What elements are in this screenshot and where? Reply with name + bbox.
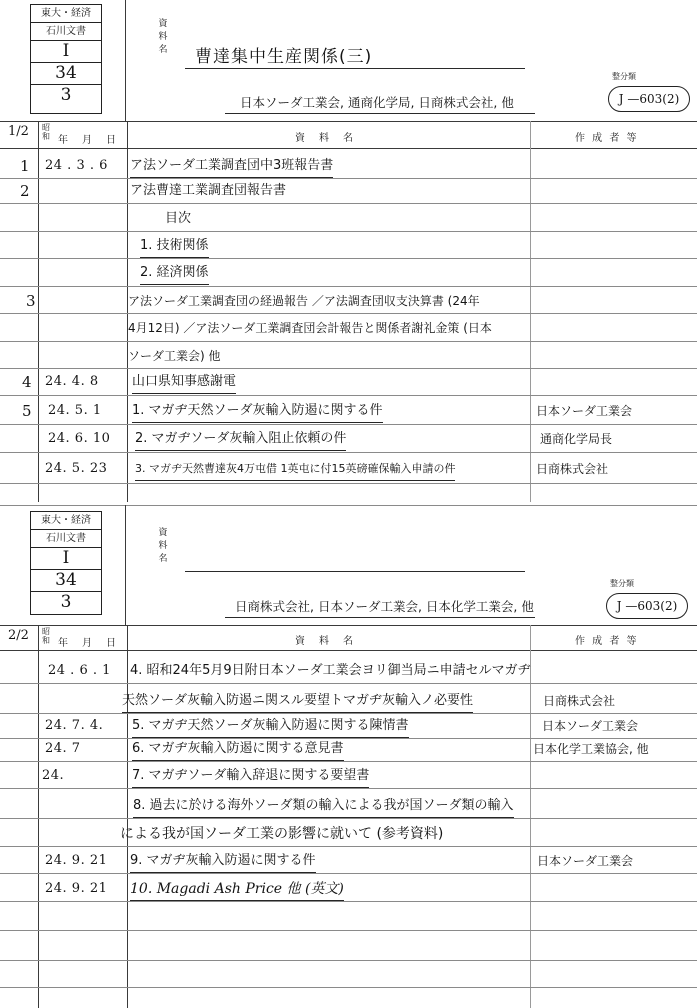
archive-org: 東大・経済: [31, 512, 101, 530]
column-rule: [125, 505, 126, 625]
archive-collection: 石川文書: [31, 23, 101, 41]
header-top-rule: [0, 625, 697, 626]
table-row: [0, 209, 697, 231]
row-rule: [0, 930, 697, 931]
title-underline: [185, 68, 525, 69]
row-rule: [0, 341, 697, 342]
item-title: 4. 昭和24年5月9日附日本ソーダ工業会ヨリ御当局ニ申請セルマガヂ: [130, 663, 531, 678]
row-rule: [0, 987, 697, 988]
item-title: 10. Magadi Ash Price 他 (英文): [130, 879, 344, 901]
item-date: 24. 7: [45, 741, 81, 756]
era-char: 昭: [42, 627, 50, 636]
item-date: 24. 5. 23: [45, 461, 108, 476]
catalog-card-1: [0, 0, 697, 502]
item-title: による我が国ソーダ工業の影響に就いて (参考資料): [120, 826, 444, 842]
header-material-name: 資 料 名: [295, 636, 355, 647]
header-author: 作 成 者 等: [575, 636, 639, 647]
item-title: 目次: [165, 211, 192, 226]
item-author: 日本ソーダ工業会: [536, 404, 633, 418]
classification-label: 整分類: [610, 579, 634, 588]
table-row: [0, 766, 697, 788]
row-rule: [0, 683, 697, 684]
archive-item: 3: [60, 85, 72, 105]
item-title: 天然ソーダ灰輸入防遏ニ関スル要望トマガヂ灰輸入ノ必要性: [122, 691, 473, 713]
title-underline: [185, 571, 525, 572]
item-date: 24 . 6 . 1: [48, 663, 111, 678]
material-name-label: [157, 527, 169, 566]
item-number: 3: [26, 292, 36, 310]
table-row: [0, 346, 697, 368]
item-title: 8. 過去に於ける海外ソーダ類の輸入による我が国ソーダ類の輸入: [133, 796, 514, 818]
archive-series: I: [31, 548, 101, 570]
archive-collection: 石川文書: [31, 530, 101, 548]
item-title: 5. マガヂ天然ソーダ灰輸入防遏に関する陳情書: [132, 716, 409, 738]
item-author: 日商株式会社: [543, 694, 616, 708]
item-date: 24. 4. 8: [45, 374, 99, 389]
era-char: 昭: [42, 123, 50, 132]
page-number: 1/2: [8, 124, 29, 139]
table-row: [0, 263, 697, 285]
archive-series: I: [31, 41, 101, 63]
table-row: [0, 716, 697, 738]
row-rule: [0, 873, 697, 874]
item-title: 2. マガヂソーダ灰輸入阻止依頼の件: [135, 429, 346, 451]
archive-volume: 34: [31, 63, 101, 85]
item-number: 4: [22, 373, 32, 391]
era-char: 和: [42, 132, 50, 141]
row-rule: [0, 761, 697, 762]
header-bottom-rule: [0, 148, 697, 149]
item-date: 24. 9. 21: [45, 881, 108, 896]
table-row: [0, 156, 697, 178]
header-date: 年 月 日: [58, 135, 118, 146]
classification-code: J —603(2): [606, 593, 688, 619]
classification-label: 整分類: [612, 72, 636, 81]
table-row: [0, 429, 697, 451]
table-row: [0, 691, 697, 713]
item-title: ソーダ工業会) 他: [128, 349, 221, 363]
item-author: 日商株式会社: [536, 462, 609, 476]
label-char: 資: [158, 528, 168, 538]
item-date: 24. 6. 10: [48, 431, 111, 446]
row-rule: [0, 901, 697, 902]
row-rule: [0, 231, 697, 232]
item-author: 通商化学局長: [540, 432, 613, 446]
table-row: [0, 459, 697, 481]
item-date: 24 . 3 . 6: [45, 158, 108, 173]
card-separator: [0, 505, 697, 506]
item-author: 日本化学工業協会, 他: [533, 742, 649, 756]
classification-code: J —603(2): [608, 86, 690, 112]
authors-underline: [225, 617, 535, 618]
item-number: 1: [20, 157, 30, 175]
row-rule: [0, 286, 697, 287]
item-title: 4月12日) ／ア法ソーダ工業調査団会計報告と関係者謝礼金策 (日本: [128, 321, 492, 335]
archive-item: 3: [60, 592, 72, 612]
row-rule: [0, 203, 697, 204]
item-number: 2: [20, 182, 30, 200]
item-author: 日本ソーダ工業会: [537, 854, 634, 868]
item-date: 24.: [42, 768, 65, 783]
table-row: [0, 851, 697, 873]
era-label: [41, 627, 51, 645]
table-row: [0, 181, 697, 203]
collection-title: 曹達集中生産関係(三): [195, 47, 373, 67]
header-author: 作 成 者 等: [575, 133, 639, 144]
row-rule: [0, 258, 697, 259]
table-row: [0, 401, 697, 423]
item-date: 24. 5. 1: [48, 403, 102, 418]
archive-id-box: [30, 4, 102, 114]
label-char: 名: [158, 45, 168, 55]
collection-authors: 日本ソーダ工業会, 通商化学局, 日商株式会社, 他: [240, 95, 514, 110]
table-row: [0, 739, 697, 761]
label-char: 名: [158, 554, 168, 564]
label-char: 資: [158, 19, 168, 29]
label-char: 料: [158, 541, 168, 551]
table-row: [0, 824, 697, 846]
authors-underline: [225, 113, 535, 114]
table-row: [0, 661, 697, 683]
item-date: 24. 9. 21: [45, 853, 108, 868]
table-row: [0, 796, 697, 818]
era-label: [41, 123, 51, 141]
table-row: [0, 291, 697, 313]
header-top-rule: [0, 121, 697, 122]
item-title: 7. マガヂソーダ輸入辞退に関する要望書: [132, 766, 369, 788]
label-char: 料: [158, 32, 168, 42]
row-rule: [0, 452, 697, 453]
row-rule: [0, 960, 697, 961]
row-rule: [0, 846, 697, 847]
catalog-card-2: [0, 505, 697, 1008]
row-rule: [0, 483, 697, 484]
table-row: [0, 372, 697, 394]
item-number: 5: [22, 402, 32, 420]
table-row: [0, 236, 697, 258]
item-title: 1. 技術関係: [140, 236, 209, 258]
row-rule: [0, 178, 697, 179]
header-material-name: 資 料 名: [295, 133, 355, 144]
item-title: ア法曹達工業調査団報告書: [130, 183, 287, 198]
row-rule: [0, 713, 697, 714]
item-title: 6. マガヂ灰輸入防遏に関する意見書: [132, 739, 344, 761]
item-author: 日本ソーダ工業会: [542, 719, 639, 733]
item-title: 9. マガヂ灰輸入防遏に関する件: [130, 851, 316, 873]
item-title: 山口県知事感謝電: [132, 372, 236, 394]
header-date: 年 月 日: [58, 638, 118, 649]
archive-id-box: [30, 511, 102, 615]
archive-org: 東大・経済: [31, 5, 101, 23]
collection-authors: 日商株式会社, 日本ソーダ工業会, 日本化学工業会, 他: [235, 599, 534, 614]
item-title: 2. 経済関係: [140, 263, 209, 285]
column-rule: [125, 0, 126, 121]
page-number: 2/2: [8, 628, 29, 643]
archive-volume: 34: [31, 570, 101, 592]
item-date: 24. 7. 4.: [45, 718, 104, 733]
item-title: ア法ソーダ工業調査団中3班報告書: [130, 156, 333, 178]
item-title: ア法ソーダ工業調査団の経過報告 ／ア法調査団収支決算書 (24年: [128, 294, 480, 308]
row-rule: [0, 368, 697, 369]
row-rule: [0, 395, 697, 396]
row-rule: [0, 424, 697, 425]
table-row: [0, 879, 697, 901]
row-rule: [0, 788, 697, 789]
row-rule: [0, 818, 697, 819]
table-row: [0, 318, 697, 340]
era-char: 和: [42, 636, 50, 645]
row-rule: [0, 313, 697, 314]
item-title: 1. マガヂ天然ソーダ灰輸入防遏に関する件: [132, 401, 383, 423]
material-name-label: [157, 18, 169, 57]
item-title: 3. マガヂ天然曹達灰4万屯借 1英屯に付15英磅確保輸入申請の件: [135, 459, 455, 481]
header-bottom-rule: [0, 650, 697, 651]
